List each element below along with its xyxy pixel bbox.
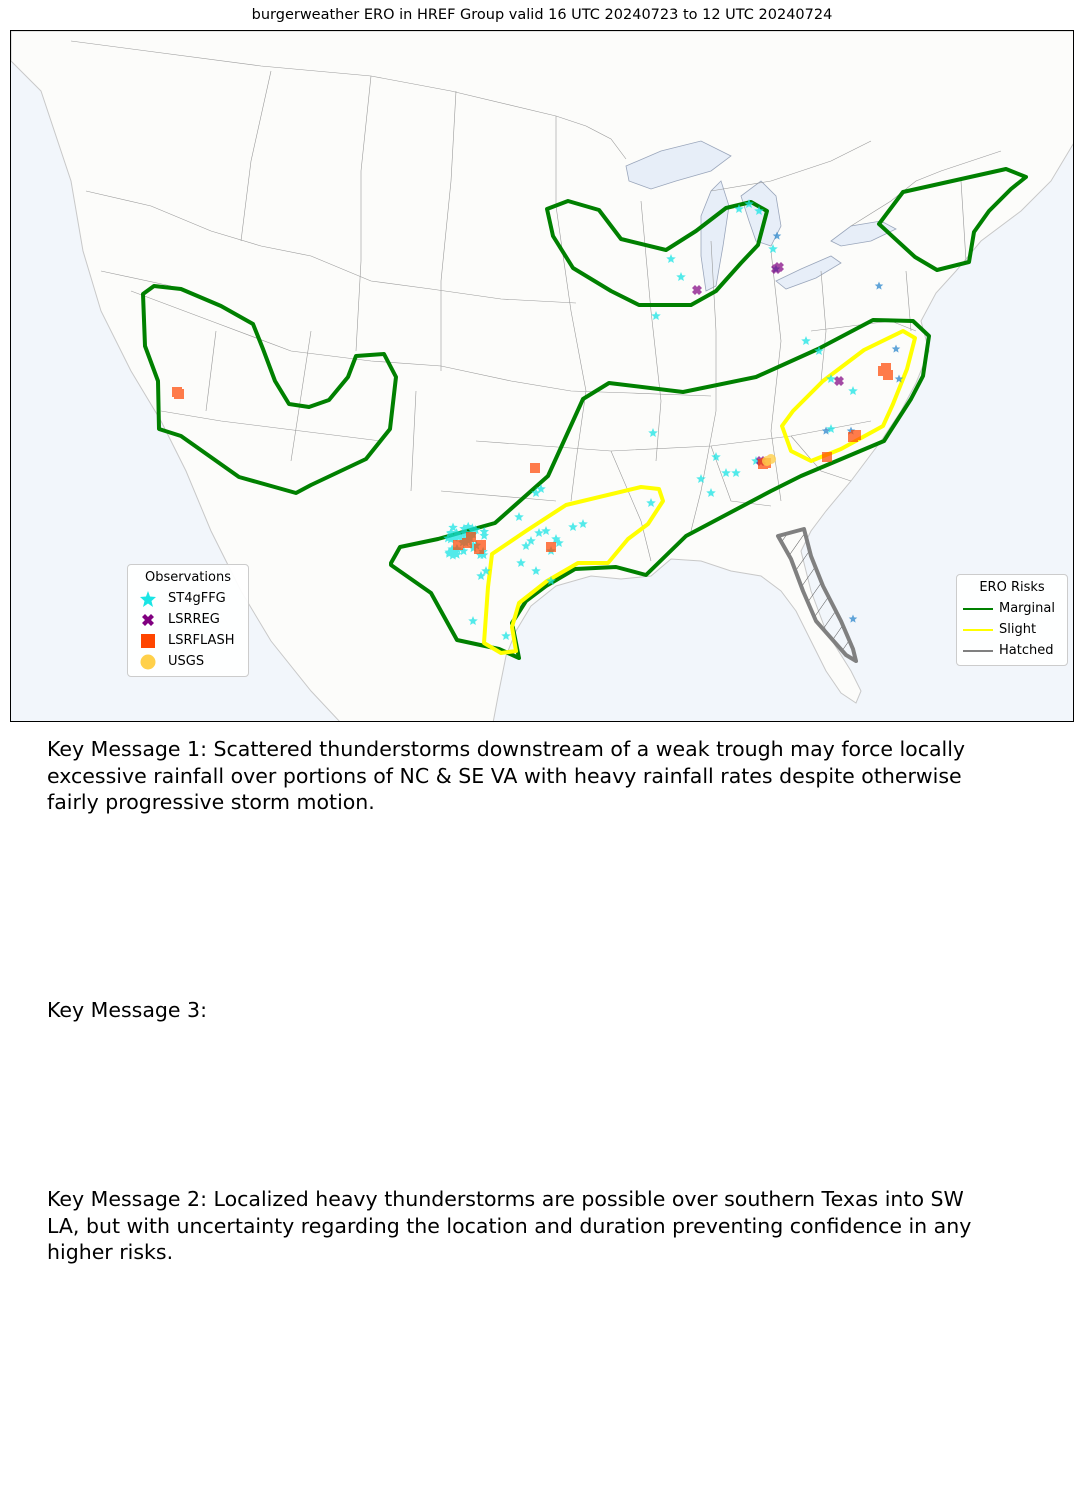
map-title: burgerweather ERO in HREF Group valid 16 UTC 20240723 to 12 UTC 20240724 [251,7,833,23]
circle-icon [128,654,168,670]
observation-square-marker [453,540,463,550]
legend-row-st4gffg [128,588,248,609]
legend-label-st4gffg: ST4gFFG [168,591,226,606]
observation-circle-marker [766,454,776,464]
legend-label-hatched: Hatched [999,643,1054,658]
legend-row-slight [957,619,1067,640]
observation-square-marker [476,540,486,550]
observation-square-marker [466,532,476,542]
observation-square-marker [546,542,556,552]
ero-legend-title: ERO Risks [979,580,1045,595]
slight-line-icon [957,628,999,632]
key-message-3: Key Message 3: [47,998,207,1022]
key-message-2: Key Message 2: Localized heavy thunderstorms are possible over southern Texas into SW LA, but with uncertainty regarding the location and duration preventing confidence in any higher risks. [47,1187,972,1264]
observation-square-marker [883,370,893,380]
observation-square-marker [851,430,861,440]
legend-row-lsrreg [128,609,248,630]
legend-row-marginal [957,598,1067,619]
observation-square-marker [822,452,832,462]
square-icon [128,633,168,649]
observation-square-marker [530,463,540,473]
legend-row-usgs [128,651,248,672]
legend-label-slight: Slight [999,622,1037,637]
marginal-line-icon [957,607,999,611]
observations-legend-title: Observations [145,570,231,585]
observation-square-marker [174,389,184,399]
legend-label-usgs: USGS [168,654,205,669]
legend-label-lsrflash: LSRFLASH [168,633,235,648]
x-mark-icon [128,612,168,628]
legend-label-marginal: Marginal [999,601,1055,616]
observations-legend [127,564,249,677]
legend-row-hatched [957,640,1067,661]
ero-risks-legend [956,574,1068,666]
legend-row-lsrflash [128,630,248,651]
legend-label-lsrreg: LSRREG [168,612,220,627]
key-message-1: Key Message 1: Scattered thunderstorms downstream of a weak trough may force locally excessive rainfall over portions of NC & SE VA with heavy rainfall rates despite otherwise fairly progressive storm motion. [47,737,966,814]
star-icon [128,591,168,607]
hatched-line-icon [957,649,999,653]
